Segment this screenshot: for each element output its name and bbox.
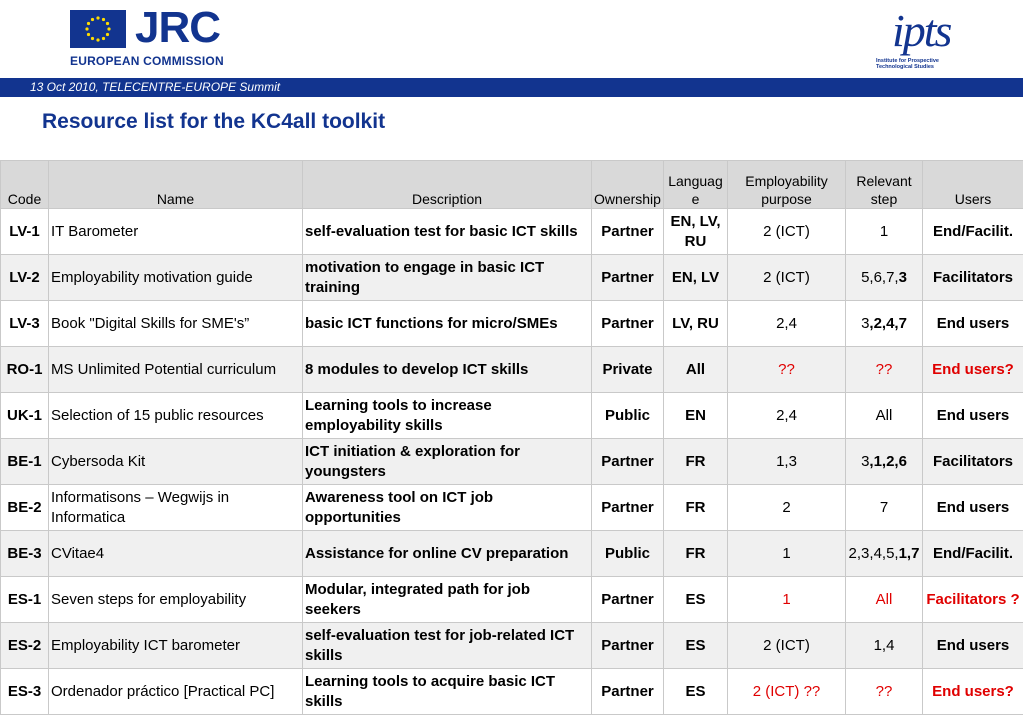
table-body (1, 209, 1023, 715)
cell-ownership: Partner (592, 623, 664, 669)
header-users: Users (923, 161, 1023, 209)
cell-step (846, 347, 923, 393)
cell-users: End users (923, 301, 1023, 347)
page-header (0, 0, 1023, 78)
cell-step (846, 623, 923, 669)
ipts-caption: Institute for Prospective Technological Studies (876, 58, 956, 70)
cell-code: UK-1 (1, 393, 49, 439)
cell-users: End/Facilit. (923, 531, 1023, 577)
cell-description: Learning tools to increase employability skills (303, 393, 592, 439)
cell-description: self-evaluation test for basic ICT skills (303, 209, 592, 255)
cell-code: BE-2 (1, 485, 49, 531)
cell-ownership: Partner (592, 209, 664, 255)
table-header-row (1, 161, 1023, 209)
cell-purpose: 2 (728, 485, 846, 531)
cell-language: LV, RU (664, 301, 728, 347)
cell-ownership: Partner (592, 439, 664, 485)
cell-ownership: Public (592, 393, 664, 439)
cell-purpose: 1 (728, 577, 846, 623)
cell-language: FR (664, 531, 728, 577)
header-code: Code (1, 161, 49, 209)
cell-step-value: 3 (861, 453, 869, 470)
table-row (1, 301, 1023, 347)
cell-description: ICT initiation & exploration for youngsters (303, 439, 592, 485)
cell-description: Assistance for online CV preparation (303, 531, 592, 577)
cell-users: End users (923, 623, 1023, 669)
cell-step-value: ?? (876, 361, 893, 378)
cell-code: LV-1 (1, 209, 49, 255)
cell-name: Cybersoda Kit (49, 439, 303, 485)
cell-step-value: ?? (876, 683, 893, 700)
cell-ownership: Partner (592, 669, 664, 715)
cell-code: LV-3 (1, 301, 49, 347)
cell-language: EN, LV (664, 255, 728, 301)
cell-step-highlight: ,1,2,6 (869, 453, 907, 470)
cell-name: CVitae4 (49, 531, 303, 577)
header-purpose: Employability purpose (728, 161, 846, 209)
cell-name: IT Barometer (49, 209, 303, 255)
cell-step-value: 3 (861, 315, 869, 332)
cell-step (846, 577, 923, 623)
cell-name: Seven steps for employability (49, 577, 303, 623)
cell-purpose: 1,3 (728, 439, 846, 485)
cell-description: Modular, integrated path for job seekers (303, 577, 592, 623)
org-name: EUROPEAN COMMISSION (70, 54, 224, 68)
ipts-logo-mark: ipts (892, 4, 950, 57)
cell-step-value: All (876, 591, 893, 608)
cell-ownership: Partner (592, 577, 664, 623)
header-language: Language (664, 161, 728, 209)
cell-step-value: 1 (880, 223, 888, 240)
cell-language: ES (664, 577, 728, 623)
cell-language: ES (664, 669, 728, 715)
event-banner-text: 13 Oct 2010, TELECENTRE-EUROPE Summit (30, 80, 280, 94)
cell-users: End users (923, 393, 1023, 439)
jrc-logo-text: JRC (135, 4, 220, 52)
cell-name: Ordenador práctico [Practical PC] (49, 669, 303, 715)
cell-description: basic ICT functions for micro/SMEs (303, 301, 592, 347)
cell-ownership: Public (592, 531, 664, 577)
table-row (1, 393, 1023, 439)
table-row (1, 531, 1023, 577)
cell-language: EN, LV, RU (664, 209, 728, 255)
cell-name: Book "Digital Skills for SME's” (49, 301, 303, 347)
cell-code: ES-1 (1, 577, 49, 623)
cell-step-value: 2,3,4,5, (849, 545, 899, 562)
header-name: Name (49, 161, 303, 209)
cell-description: motivation to engage in basic ICT training (303, 255, 592, 301)
cell-users: Facilitators (923, 255, 1023, 301)
cell-name: Selection of 15 public resources (49, 393, 303, 439)
cell-description: 8 modules to develop ICT skills (303, 347, 592, 393)
cell-step (846, 255, 923, 301)
cell-step-value: 7 (880, 499, 888, 516)
header-ownership: Ownership (592, 161, 664, 209)
header-step: Relevant step (846, 161, 923, 209)
cell-language: ES (664, 623, 728, 669)
cell-step-highlight: 3 (899, 269, 907, 286)
cell-step-highlight: 1,7 (899, 545, 920, 562)
cell-step (846, 439, 923, 485)
cell-code: ES-2 (1, 623, 49, 669)
cell-description: Learning tools to acquire basic ICT skills (303, 669, 592, 715)
table-row (1, 255, 1023, 301)
cell-code: BE-1 (1, 439, 49, 485)
cell-users: Facilitators (923, 439, 1023, 485)
cell-ownership: Private (592, 347, 664, 393)
table-row (1, 577, 1023, 623)
cell-language: EN (664, 393, 728, 439)
table-row (1, 209, 1023, 255)
cell-purpose: 2 (ICT) (728, 209, 846, 255)
cell-code: ES-3 (1, 669, 49, 715)
cell-step (846, 393, 923, 439)
table-row (1, 623, 1023, 669)
cell-code: RO-1 (1, 347, 49, 393)
cell-users: End users (923, 485, 1023, 531)
cell-purpose: 2 (ICT) (728, 255, 846, 301)
resource-table (0, 160, 1023, 715)
cell-users: Facilitators ? (923, 577, 1023, 623)
cell-ownership: Partner (592, 485, 664, 531)
cell-purpose: 2,4 (728, 301, 846, 347)
cell-users: End users? (923, 347, 1023, 393)
cell-language: FR (664, 485, 728, 531)
cell-language: All (664, 347, 728, 393)
cell-step-value: All (876, 407, 893, 424)
cell-description: self-evaluation test for job-related ICT skills (303, 623, 592, 669)
cell-users: End/Facilit. (923, 209, 1023, 255)
cell-step-value: 1,4 (874, 637, 895, 654)
event-banner (0, 78, 1023, 97)
cell-code: LV-2 (1, 255, 49, 301)
cell-purpose: ?? (728, 347, 846, 393)
cell-name: Employability motivation guide (49, 255, 303, 301)
page-title: Resource list for the KC4all toolkit (42, 110, 385, 134)
header-description: Description (303, 161, 592, 209)
cell-purpose: 2 (ICT) (728, 623, 846, 669)
cell-step (846, 209, 923, 255)
table-row (1, 347, 1023, 393)
cell-ownership: Partner (592, 301, 664, 347)
cell-name: Employability ICT barometer (49, 623, 303, 669)
table-row (1, 439, 1023, 485)
cell-code: BE-3 (1, 531, 49, 577)
table-row (1, 485, 1023, 531)
cell-step-value: 5,6,7, (861, 269, 899, 286)
cell-step (846, 531, 923, 577)
eu-flag-icon (70, 10, 126, 48)
cell-purpose: 1 (728, 531, 846, 577)
cell-ownership: Partner (592, 255, 664, 301)
cell-description: Awareness tool on ICT job opportunities (303, 485, 592, 531)
cell-name: MS Unlimited Potential curriculum (49, 347, 303, 393)
cell-step (846, 485, 923, 531)
ipts-logo (872, 4, 962, 74)
cell-step-highlight: ,2,4,7 (869, 315, 907, 332)
cell-purpose: 2 (ICT) ?? (728, 669, 846, 715)
cell-step (846, 301, 923, 347)
cell-language: FR (664, 439, 728, 485)
cell-purpose: 2,4 (728, 393, 846, 439)
cell-name: Informatisons – Wegwijs in Informatica (49, 485, 303, 531)
cell-users: End users? (923, 669, 1023, 715)
